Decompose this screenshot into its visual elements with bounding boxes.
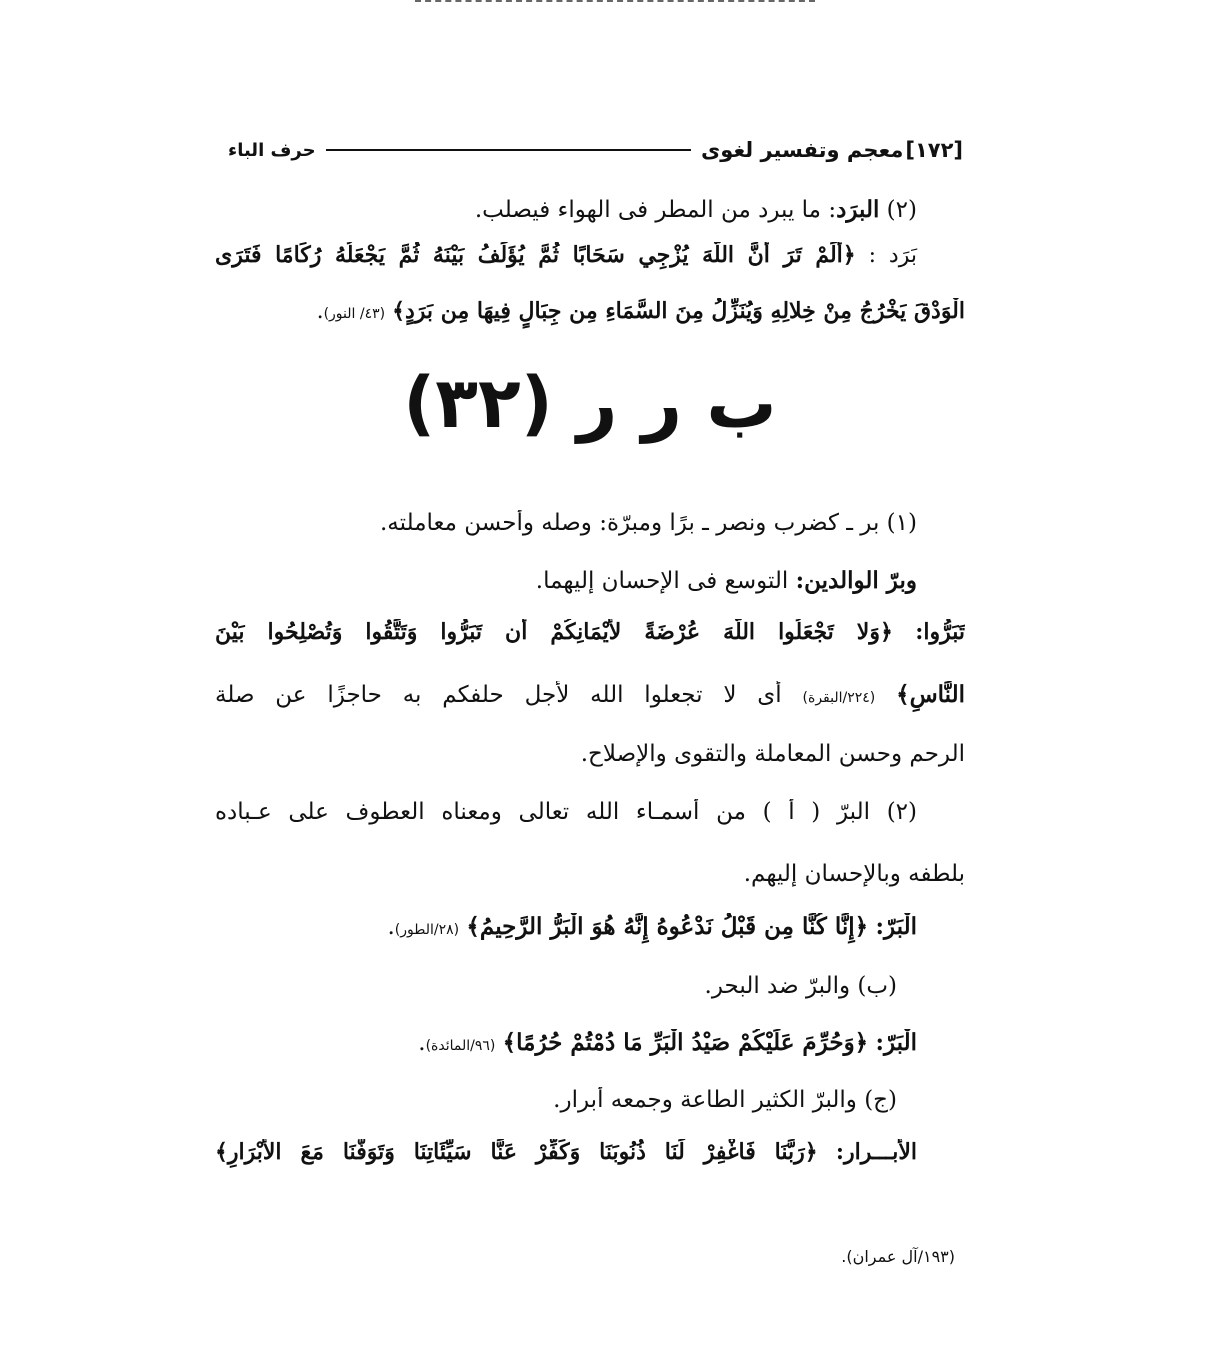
header-rule — [326, 149, 691, 151]
entry-line-3: تَبَرُّوا: ﴿وَلا تَجْعَلُوا اللَّهَ عُرْضَةً لأَيْمَانِكُمْ أَن تَبَرُّوا وَتَتَّقُوا وَتُصْلِحُوا بَيْنَ — [215, 619, 965, 645]
entry-line-7: بلطفه وبالإحسان إليهم. — [743, 861, 965, 887]
quran-verse: ﴿وَلا تَجْعَلُوا اللَّهَ عُرْضَةً لأَيْمَانِكُمْ أَن تَبَرُّوا وَتَتَّقُوا وَتُصْلِحُوا بَيْنَ — [215, 619, 893, 645]
quran-verse: النَّاسِ﴾ — [896, 681, 965, 708]
entry-line-9: (ب) والبرّ ضد البحر. — [704, 973, 897, 999]
quran-verse: ﴿وَحُرِّمَ عَلَيْكُمْ صَيْدُ الْبَرِّ مَا دُمْتُمْ حُرُمًا﴾ — [502, 1029, 869, 1056]
verse-reference: (٤٣/ النور) — [323, 306, 386, 322]
entry-line-11: (ج) والبرّ الكثير الطاعة وجمعه أبرار. — [553, 1087, 897, 1113]
quran-verse: ﴿إِنَّا كُنَّا مِن قَبْلُ نَدْعُوهُ إِنَّهُ هُوَ الْبَرُّ الرَّحِيمُ﴾ — [466, 913, 869, 940]
page-header — [228, 130, 963, 170]
entry-line-2: وبرّ الوالدين: التوسع فى الإحسان إليهما. — [535, 567, 917, 594]
entry-line-6: (٢) البرّ ( أ ) من أسمـاء الله تعالى ومعناه العطوف على عـباده — [215, 799, 918, 825]
entry-line-10: الْبَرّ: ﴿وَحُرِّمَ عَلَيْكُمْ صَيْدُ الْبَرِّ مَا دُمْتُمْ حُرُمًا﴾ (٩٦/المائدة). — [418, 1029, 917, 1056]
quran-verse: ﴿أَلَمْ تَرَ أَنَّ اللَّهَ يُزْجِي سَحَابًا ثُمَّ يُؤَلِّفُ بَيْنَهُ ثُمَّ يَجْعَلُهُ رُكَامًا فَتَرَى — [215, 242, 856, 268]
term: وبرّ الوالدين: — [795, 567, 917, 594]
page-body — [215, 196, 965, 1189]
verse-reference: (٢٨/الطور) — [394, 922, 460, 938]
verse-reference: (٢٢٤/البقرة) — [802, 690, 876, 706]
book-title: معجم وتفسير لغوى — [701, 138, 904, 162]
entry-line-1: (١) بر ـ كضرب ونصر ـ برًا ومبرّة: وصله وأحسن معاملته. — [380, 510, 917, 536]
chapter-name: حرف الباء — [228, 139, 316, 161]
footnote-reference: (١٩٣/آل عمران). — [841, 1247, 955, 1266]
prev-entry-line-2: بَرَد : ﴿أَلَمْ تَرَ أَنَّ اللَّهَ يُزْجِي سَحَابًا ثُمَّ يُؤَلِّفُ بَيْنَهُ ثُمَّ يَجْعَلُهُ رُكَامًا فَتَرَى — [215, 242, 917, 268]
verse-reference: (٩٦/المائدة) — [425, 1038, 496, 1054]
quran-verse: ﴿رَبَّنَا فَاغْفِرْ لَنَا ذُنُوبَنَا وَكَفِّرْ عَنَّا سَيِّئَاتِنَا وَتَوَفَّنَا مَعَ الأَبْرَارِ﴾ — [215, 1139, 818, 1165]
entry-line-8: الْبَرّ: ﴿إِنَّا كُنَّا مِن قَبْلُ نَدْعُوهُ إِنَّهُ هُوَ الْبَرُّ الرَّحِيمُ﴾ (٢٨/الطور). — [387, 913, 917, 940]
entry-line-5: الرحم وحسن المعاملة والتقوى والإصلاح. — [580, 741, 965, 767]
prev-entry-line-3: الْوَدْقَ يَخْرُجُ مِنْ خِلالِهِ وَيُنَزِّلُ مِنَ السَّمَاءِ مِن جِبَالٍ فِيهَا مِن بَرَدٍ﴾ (٤٣/ النور). — [316, 298, 965, 324]
entry-line-4: النَّاسِ﴾ (٢٢٤/البقرة) أى لا تجعلوا الله لأجل حلفكم به حاجزًا عن صلة — [215, 681, 965, 708]
page-number: [١٧٢] — [905, 138, 963, 162]
prev-entry-line-1: (٢) البرَد: ما يبرد من المطر فى الهواء فيصلب. — [474, 196, 917, 223]
entry-line-12: الأبـــرار: ﴿رَبَّنَا فَاغْفِرْ لَنَا ذُنُوبَنَا وَكَفِّرْ عَنَّا سَيِّئَاتِنَا وَتَوَفَّنَا مَعَ الأَبْرَارِ﴾ — [215, 1139, 917, 1165]
entry-title: ب ر ر (٣٢) — [403, 362, 777, 444]
quran-verse: الْوَدْقَ يَخْرُجُ مِنْ خِلالِهِ وَيُنَزِّلُ مِنَ السَّمَاءِ مِن جِبَالٍ فِيهَا مِن بَرَدٍ﴾ — [392, 298, 965, 324]
scan-top-marks — [415, 0, 815, 5]
term: البرَد — [836, 196, 880, 223]
